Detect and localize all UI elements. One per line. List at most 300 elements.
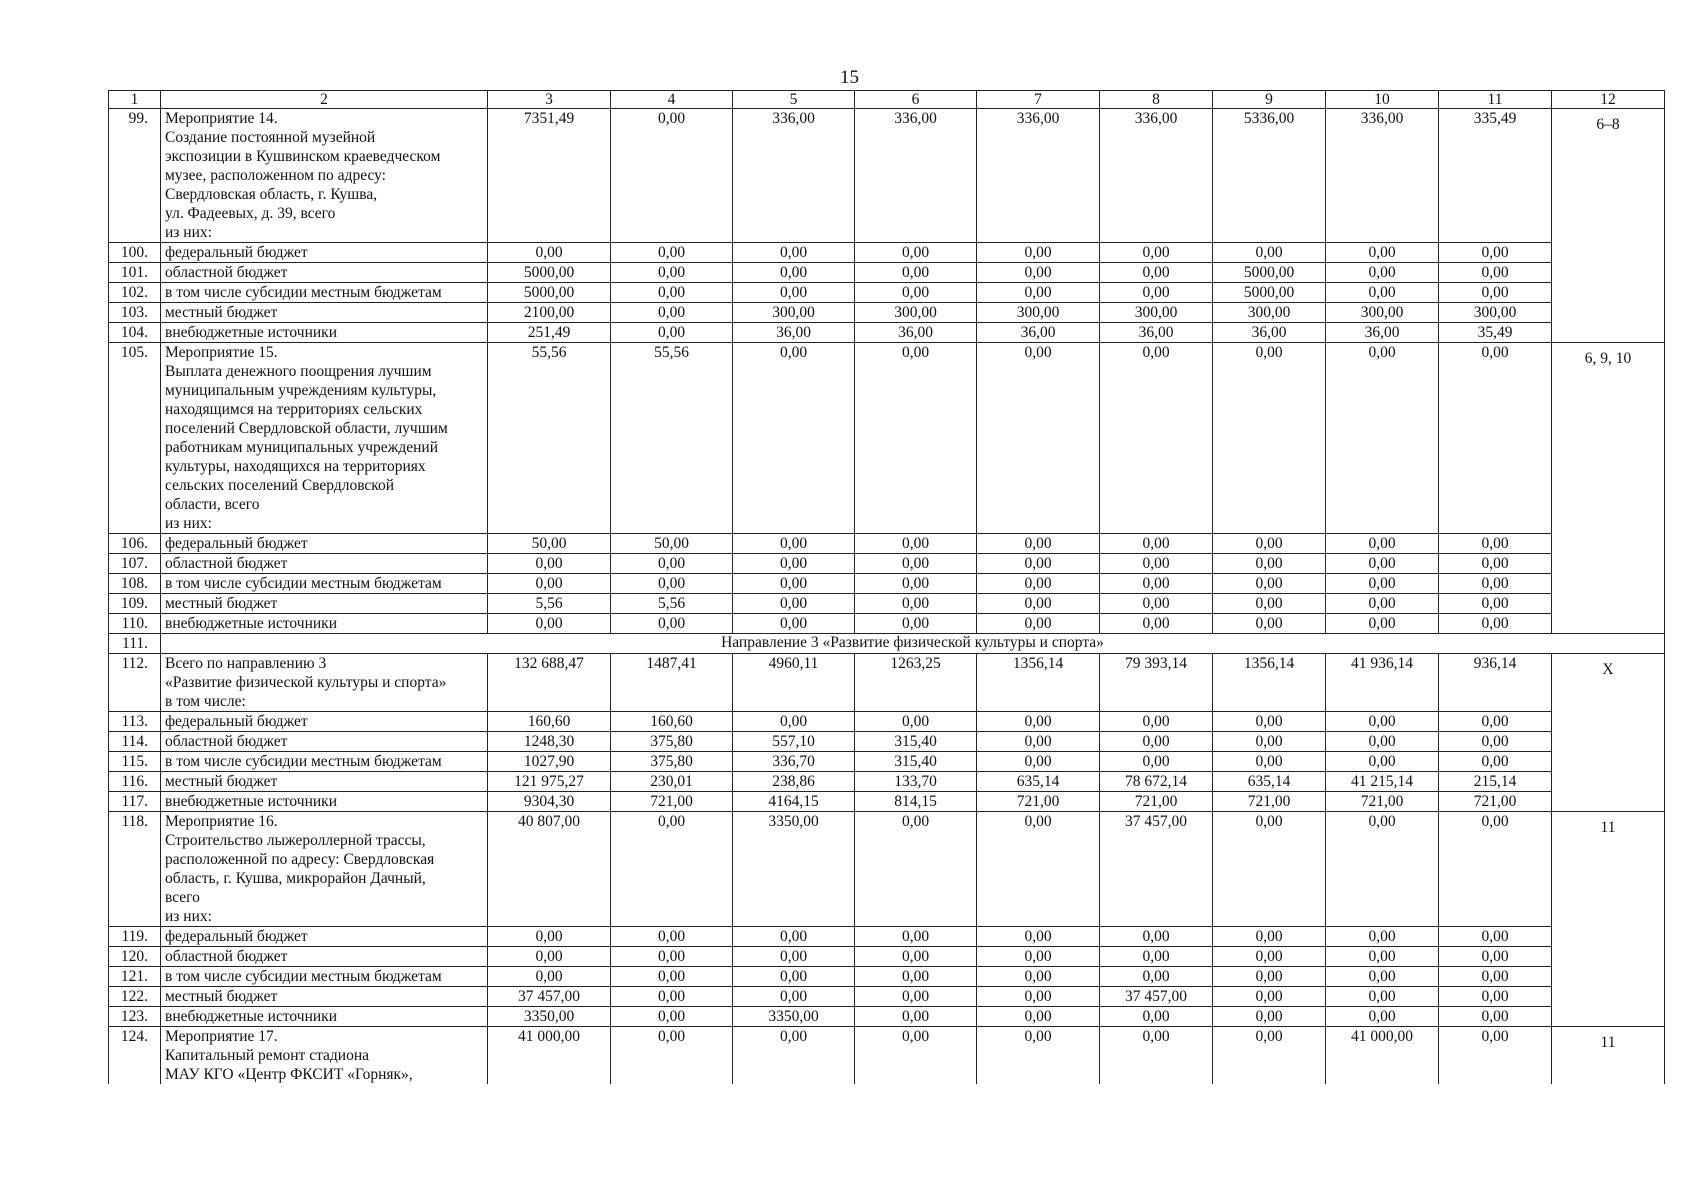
amount-cell: 1263,25 — [855, 654, 977, 712]
amount-cell: 0,00 — [1100, 283, 1213, 303]
amount-cell: 721,00 — [611, 792, 733, 812]
column-header: 7 — [977, 91, 1100, 109]
amount-cell: 0,00 — [977, 574, 1100, 594]
amount-cell: 0,00 — [855, 927, 977, 947]
amount-cell: 0,00 — [977, 594, 1100, 614]
funding-source-row — [109, 732, 1665, 752]
amount-cell: 35,49 — [1439, 323, 1552, 343]
amount-cell: 0,00 — [1100, 534, 1213, 554]
amount-cell: 0,00 — [977, 243, 1100, 263]
amount-cell: 0,00 — [1213, 712, 1326, 732]
amount-cell: 1356,14 — [1213, 654, 1326, 712]
amount-cell: 0,00 — [1213, 534, 1326, 554]
row-number: 116. — [109, 772, 161, 792]
amount-cell: 0,00 — [977, 263, 1100, 283]
amount-cell: 0,00 — [1100, 732, 1213, 752]
amount-cell: 0,00 — [611, 323, 733, 343]
funding-source-row — [109, 712, 1665, 732]
row-number: 110. — [109, 614, 161, 634]
funding-source-row — [109, 574, 1665, 594]
amount-cell: 0,00 — [1100, 594, 1213, 614]
amount-cell: 0,00 — [977, 614, 1100, 634]
amount-cell: 0,00 — [733, 927, 855, 947]
amount-cell: 0,00 — [1213, 967, 1326, 987]
amount-cell: 0,00 — [488, 927, 611, 947]
amount-cell: 0,00 — [855, 1007, 977, 1027]
amount-cell: 300,00 — [1326, 303, 1439, 323]
amount-cell: 3350,00 — [733, 812, 855, 927]
amount-cell: 0,00 — [488, 947, 611, 967]
amount-cell: 36,00 — [733, 323, 855, 343]
amount-cell: 41 936,14 — [1326, 654, 1439, 712]
funding-source-row — [109, 323, 1665, 343]
funding-source-row — [109, 947, 1665, 967]
column-header: 5 — [733, 91, 855, 109]
funding-source-row — [109, 752, 1665, 772]
amount-cell: 36,00 — [977, 323, 1100, 343]
amount-cell: 0,00 — [977, 534, 1100, 554]
amount-cell: 36,00 — [855, 323, 977, 343]
amount-cell: 0,00 — [977, 712, 1100, 732]
amount-cell: 36,00 — [1213, 323, 1326, 343]
row-number: 104. — [109, 323, 161, 343]
amount-cell: 0,00 — [855, 283, 977, 303]
amount-cell: 0,00 — [1326, 732, 1439, 752]
amount-cell: 0,00 — [977, 967, 1100, 987]
amount-cell: 0,00 — [855, 712, 977, 732]
amount-cell: 0,00 — [1439, 263, 1552, 283]
amount-cell: 336,00 — [733, 109, 855, 243]
amount-cell: 0,00 — [733, 1027, 855, 1085]
amount-cell: 0,00 — [1439, 614, 1552, 634]
funding-source-row — [109, 772, 1665, 792]
amount-cell: 300,00 — [1213, 303, 1326, 323]
amount-cell: 0,00 — [1100, 967, 1213, 987]
row-number: 119. — [109, 927, 161, 947]
amount-cell: 300,00 — [733, 303, 855, 323]
amount-cell: 4960,11 — [733, 654, 855, 712]
amount-cell: 5000,00 — [1213, 263, 1326, 283]
amount-cell: 0,00 — [1213, 574, 1326, 594]
amount-cell: 0,00 — [733, 594, 855, 614]
amount-cell: 5336,00 — [1213, 109, 1326, 243]
funding-source-row — [109, 243, 1665, 263]
amount-cell: 0,00 — [977, 987, 1100, 1007]
row-number: 106. — [109, 534, 161, 554]
amount-cell: 0,00 — [1326, 812, 1439, 927]
amount-cell: 0,00 — [855, 967, 977, 987]
amount-cell: 336,00 — [1326, 109, 1439, 243]
amount-cell: 0,00 — [855, 554, 977, 574]
section-title: Направление 3 «Развитие физической культуры и спорта» — [161, 634, 1665, 654]
amount-cell: 315,40 — [855, 732, 977, 752]
column-header: 2 — [161, 91, 488, 109]
amount-cell: 0,00 — [611, 967, 733, 987]
amount-cell: 0,00 — [1213, 594, 1326, 614]
amount-cell: 0,00 — [855, 534, 977, 554]
measure-row — [109, 654, 1665, 712]
section-row — [109, 634, 1665, 654]
funding-source-name: внебюджетные источники — [161, 323, 488, 343]
amount-cell: 160,60 — [611, 712, 733, 732]
amount-cell: 0,00 — [488, 967, 611, 987]
amount-cell: 41 000,00 — [488, 1027, 611, 1085]
amount-cell: 0,00 — [977, 732, 1100, 752]
amount-cell: 0,00 — [1213, 554, 1326, 574]
amount-cell: 0,00 — [1439, 732, 1552, 752]
row-number: 112. — [109, 654, 161, 712]
amount-cell: 133,70 — [855, 772, 977, 792]
column-header: 12 — [1552, 91, 1665, 109]
amount-cell: 50,00 — [488, 534, 611, 554]
amount-cell: 0,00 — [611, 987, 733, 1007]
amount-cell: 0,00 — [1100, 927, 1213, 947]
amount-cell: 721,00 — [977, 792, 1100, 812]
row-number: 120. — [109, 947, 161, 967]
amount-cell: 37 457,00 — [488, 987, 611, 1007]
row-number: 111. — [109, 634, 161, 654]
row-number: 114. — [109, 732, 161, 752]
amount-cell: 0,00 — [1326, 947, 1439, 967]
amount-cell: 0,00 — [611, 283, 733, 303]
row-number: 115. — [109, 752, 161, 772]
funding-source-row — [109, 554, 1665, 574]
amount-cell: 0,00 — [611, 574, 733, 594]
measure-row — [109, 109, 1665, 243]
amount-cell: 4164,15 — [733, 792, 855, 812]
amount-cell: 0,00 — [488, 554, 611, 574]
amount-cell: 336,00 — [1100, 109, 1213, 243]
row-number: 117. — [109, 792, 161, 812]
amount-cell: 0,00 — [1439, 1027, 1552, 1085]
amount-cell: 0,00 — [855, 574, 977, 594]
measure-name: Мероприятие 17. Капитальный ремонт стадиона МАУ КГО «Центр ФКСИТ «Горняк», — [161, 1027, 488, 1085]
measure-row — [109, 812, 1665, 927]
amount-cell: 0,00 — [855, 1027, 977, 1085]
funding-source-row — [109, 303, 1665, 323]
amount-cell: 0,00 — [1439, 752, 1552, 772]
funding-source-name: в том числе субсидии местным бюджетам — [161, 967, 488, 987]
amount-cell: 0,00 — [1439, 987, 1552, 1007]
amount-cell: 375,80 — [611, 732, 733, 752]
row-number: 107. — [109, 554, 161, 574]
column-header: 8 — [1100, 91, 1213, 109]
row-number: 105. — [109, 343, 161, 534]
amount-cell: 0,00 — [1326, 1007, 1439, 1027]
amount-cell: 36,00 — [1326, 323, 1439, 343]
amount-cell: 0,00 — [1326, 534, 1439, 554]
amount-cell: 635,14 — [1213, 772, 1326, 792]
funding-source-row — [109, 594, 1665, 614]
amount-cell: 238,86 — [733, 772, 855, 792]
amount-cell: 300,00 — [977, 303, 1100, 323]
amount-cell: 0,00 — [855, 243, 977, 263]
amount-cell: 635,14 — [977, 772, 1100, 792]
amount-cell: 0,00 — [611, 243, 733, 263]
amount-cell: 0,00 — [855, 343, 977, 534]
amount-cell: 50,00 — [611, 534, 733, 554]
row-number: 108. — [109, 574, 161, 594]
amount-cell: 1248,30 — [488, 732, 611, 752]
amount-cell: 1027,90 — [488, 752, 611, 772]
amount-cell: 0,00 — [855, 812, 977, 927]
amount-cell: 0,00 — [1326, 554, 1439, 574]
amount-cell: 0,00 — [733, 243, 855, 263]
amount-cell: 0,00 — [1213, 927, 1326, 947]
amount-cell: 0,00 — [1100, 1027, 1213, 1085]
amount-cell: 55,56 — [611, 343, 733, 534]
amount-cell: 3350,00 — [488, 1007, 611, 1027]
amount-cell: 9304,30 — [488, 792, 611, 812]
amount-cell: 300,00 — [1100, 303, 1213, 323]
amount-cell: 0,00 — [488, 614, 611, 634]
amount-cell: 336,00 — [855, 109, 977, 243]
amount-cell: 0,00 — [855, 987, 977, 1007]
amount-cell: 335,49 — [1439, 109, 1552, 243]
amount-cell: 0,00 — [733, 343, 855, 534]
amount-cell: 0,00 — [611, 812, 733, 927]
amount-cell: 0,00 — [1326, 283, 1439, 303]
row-number: 124. — [109, 1027, 161, 1085]
amount-cell: 0,00 — [733, 574, 855, 594]
funding-source-row — [109, 263, 1665, 283]
amount-cell: 721,00 — [1213, 792, 1326, 812]
amount-cell: 300,00 — [1439, 303, 1552, 323]
funding-source-name: федеральный бюджет — [161, 927, 488, 947]
amount-cell: 0,00 — [1326, 263, 1439, 283]
amount-cell: 37 457,00 — [1100, 987, 1213, 1007]
amount-cell: 375,80 — [611, 752, 733, 772]
amount-cell: 0,00 — [733, 614, 855, 634]
funding-source-name: федеральный бюджет — [161, 243, 488, 263]
amount-cell: 41 215,14 — [1326, 772, 1439, 792]
amount-cell: 0,00 — [733, 947, 855, 967]
amount-cell: 37 457,00 — [1100, 812, 1213, 927]
amount-cell: 0,00 — [1326, 712, 1439, 732]
amount-cell: 0,00 — [1213, 614, 1326, 634]
amount-cell: 0,00 — [733, 987, 855, 1007]
amount-cell: 0,00 — [1213, 732, 1326, 752]
funding-source-name: местный бюджет — [161, 594, 488, 614]
funding-source-name: федеральный бюджет — [161, 534, 488, 554]
amount-cell: 0,00 — [733, 283, 855, 303]
amount-cell: 0,00 — [733, 554, 855, 574]
target-indicator-ref: 6, 9, 10 — [1552, 343, 1665, 634]
amount-cell: 55,56 — [488, 343, 611, 534]
measure-row — [109, 1027, 1665, 1085]
amount-cell: 0,00 — [1439, 554, 1552, 574]
amount-cell: 0,00 — [733, 712, 855, 732]
funding-source-name: в том числе субсидии местным бюджетам — [161, 752, 488, 772]
row-number: 109. — [109, 594, 161, 614]
amount-cell: 5000,00 — [488, 263, 611, 283]
funding-source-name: областной бюджет — [161, 732, 488, 752]
amount-cell: 0,00 — [1213, 987, 1326, 1007]
amount-cell: 0,00 — [611, 109, 733, 243]
amount-cell: 0,00 — [733, 263, 855, 283]
amount-cell: 0,00 — [855, 594, 977, 614]
amount-cell: 814,15 — [855, 792, 977, 812]
amount-cell: 0,00 — [855, 614, 977, 634]
row-number: 123. — [109, 1007, 161, 1027]
funding-source-name: областной бюджет — [161, 263, 488, 283]
funding-source-name: федеральный бюджет — [161, 712, 488, 732]
column-header: 10 — [1326, 91, 1439, 109]
amount-cell: 0,00 — [1100, 947, 1213, 967]
amount-cell: 0,00 — [611, 1007, 733, 1027]
column-header: 11 — [1439, 91, 1552, 109]
amount-cell: 0,00 — [1439, 283, 1552, 303]
row-number: 121. — [109, 967, 161, 987]
target-indicator-ref: 11 — [1552, 1027, 1665, 1085]
amount-cell: 0,00 — [1326, 343, 1439, 534]
column-header: 6 — [855, 91, 977, 109]
funding-source-row — [109, 967, 1665, 987]
amount-cell: 2100,00 — [488, 303, 611, 323]
amount-cell: 0,00 — [977, 1027, 1100, 1085]
column-header: 9 — [1213, 91, 1326, 109]
amount-cell: 0,00 — [1213, 243, 1326, 263]
amount-cell: 0,00 — [1100, 554, 1213, 574]
measure-name: Мероприятие 16. Строительство лыжероллерной трассы, расположенной по адресу: Свердловская область, г. Кушва, микрорайон Дачный, всего из них: — [161, 812, 488, 927]
amount-cell: 230,01 — [611, 772, 733, 792]
column-header: 4 — [611, 91, 733, 109]
amount-cell: 0,00 — [611, 947, 733, 967]
amount-cell: 0,00 — [1213, 947, 1326, 967]
amount-cell: 36,00 — [1100, 323, 1213, 343]
funding-source-name: в том числе субсидии местным бюджетам — [161, 574, 488, 594]
amount-cell: 0,00 — [1439, 712, 1552, 732]
amount-cell: 0,00 — [1326, 614, 1439, 634]
amount-cell: 0,00 — [1326, 752, 1439, 772]
measure-name: Мероприятие 15. Выплата денежного поощрения лучшим муниципальным учреждениям культуры, находящимся на территориях сельских поселений Свердловской области, лучшим работникам муниципальных учреждений культуры, находящихся на территориях сельских поселений Свердловской области, всего из них: — [161, 343, 488, 534]
funding-source-name: областной бюджет — [161, 947, 488, 967]
amount-cell: 5,56 — [611, 594, 733, 614]
amount-cell: 0,00 — [977, 1007, 1100, 1027]
amount-cell: 0,00 — [1100, 752, 1213, 772]
amount-cell: 300,00 — [855, 303, 977, 323]
amount-cell: 0,00 — [488, 574, 611, 594]
amount-cell: 557,10 — [733, 732, 855, 752]
row-number: 101. — [109, 263, 161, 283]
funding-source-row — [109, 614, 1665, 634]
amount-cell: 0,00 — [1439, 812, 1552, 927]
amount-cell: 1356,14 — [977, 654, 1100, 712]
funding-source-row — [109, 534, 1665, 554]
amount-cell: 5000,00 — [488, 283, 611, 303]
amount-cell: 41 000,00 — [1326, 1027, 1439, 1085]
amount-cell: 0,00 — [1213, 752, 1326, 772]
page-number: 15 — [840, 67, 859, 88]
amount-cell: 0,00 — [977, 283, 1100, 303]
column-number-header-row — [109, 91, 1665, 109]
amount-cell: 0,00 — [1326, 927, 1439, 947]
target-indicator-ref: Х — [1552, 654, 1665, 812]
row-number: 100. — [109, 243, 161, 263]
amount-cell: 0,00 — [1439, 927, 1552, 947]
amount-cell: 78 672,14 — [1100, 772, 1213, 792]
amount-cell: 0,00 — [611, 1027, 733, 1085]
amount-cell: 5,56 — [488, 594, 611, 614]
amount-cell: 0,00 — [1326, 987, 1439, 1007]
amount-cell: 0,00 — [977, 927, 1100, 947]
amount-cell: 0,00 — [977, 752, 1100, 772]
amount-cell: 0,00 — [1100, 614, 1213, 634]
funding-source-name: местный бюджет — [161, 772, 488, 792]
amount-cell: 0,00 — [1213, 1027, 1326, 1085]
amount-cell: 1487,41 — [611, 654, 733, 712]
amount-cell: 0,00 — [1326, 574, 1439, 594]
amount-cell: 0,00 — [1326, 243, 1439, 263]
column-header: 1 — [109, 91, 161, 109]
amount-cell: 40 807,00 — [488, 812, 611, 927]
amount-cell: 721,00 — [1439, 792, 1552, 812]
amount-cell: 7351,49 — [488, 109, 611, 243]
table-body — [109, 91, 1665, 1085]
amount-cell: 0,00 — [611, 263, 733, 283]
amount-cell: 0,00 — [733, 534, 855, 554]
funding-source-name: в том числе субсидии местным бюджетам — [161, 283, 488, 303]
amount-cell: 315,40 — [855, 752, 977, 772]
amount-cell: 0,00 — [977, 812, 1100, 927]
amount-cell: 132 688,47 — [488, 654, 611, 712]
amount-cell: 0,00 — [855, 263, 977, 283]
amount-cell: 0,00 — [1100, 343, 1213, 534]
column-header: 3 — [488, 91, 611, 109]
amount-cell: 0,00 — [1100, 1007, 1213, 1027]
row-number: 103. — [109, 303, 161, 323]
budget-table — [108, 90, 1665, 1084]
amount-cell: 0,00 — [1100, 712, 1213, 732]
amount-cell: 721,00 — [1100, 792, 1213, 812]
amount-cell: 79 393,14 — [1100, 654, 1213, 712]
amount-cell: 0,00 — [488, 243, 611, 263]
measure-name: Мероприятие 14. Создание постоянной музейной экспозиции в Кушвинском краеведческом музее, расположенном по адресу: Свердловская область, г. Кушва, ул. Фадеевых, д. 39, всего из них: — [161, 109, 488, 243]
amount-cell: 0,00 — [1326, 594, 1439, 614]
amount-cell: 0,00 — [1439, 243, 1552, 263]
amount-cell: 0,00 — [1100, 243, 1213, 263]
amount-cell: 0,00 — [1213, 343, 1326, 534]
amount-cell: 0,00 — [1213, 812, 1326, 927]
amount-cell: 0,00 — [1213, 1007, 1326, 1027]
amount-cell: 5000,00 — [1213, 283, 1326, 303]
amount-cell: 251,49 — [488, 323, 611, 343]
amount-cell: 0,00 — [1439, 947, 1552, 967]
amount-cell: 0,00 — [977, 343, 1100, 534]
amount-cell: 336,70 — [733, 752, 855, 772]
funding-source-name: внебюджетные источники — [161, 614, 488, 634]
amount-cell: 936,14 — [1439, 654, 1552, 712]
amount-cell: 0,00 — [977, 947, 1100, 967]
amount-cell: 0,00 — [1100, 263, 1213, 283]
amount-cell: 0,00 — [1439, 1007, 1552, 1027]
target-indicator-ref: 6–8 — [1552, 109, 1665, 343]
amount-cell: 0,00 — [1439, 343, 1552, 534]
amount-cell: 0,00 — [611, 554, 733, 574]
amount-cell: 3350,00 — [733, 1007, 855, 1027]
amount-cell: 0,00 — [611, 303, 733, 323]
funding-source-name: областной бюджет — [161, 554, 488, 574]
funding-source-name: внебюджетные источники — [161, 1007, 488, 1027]
amount-cell: 160,60 — [488, 712, 611, 732]
amount-cell: 0,00 — [977, 554, 1100, 574]
amount-cell: 0,00 — [1439, 967, 1552, 987]
funding-source-row — [109, 927, 1665, 947]
amount-cell: 0,00 — [855, 947, 977, 967]
funding-source-row — [109, 1007, 1665, 1027]
amount-cell: 336,00 — [977, 109, 1100, 243]
funding-source-row — [109, 987, 1665, 1007]
